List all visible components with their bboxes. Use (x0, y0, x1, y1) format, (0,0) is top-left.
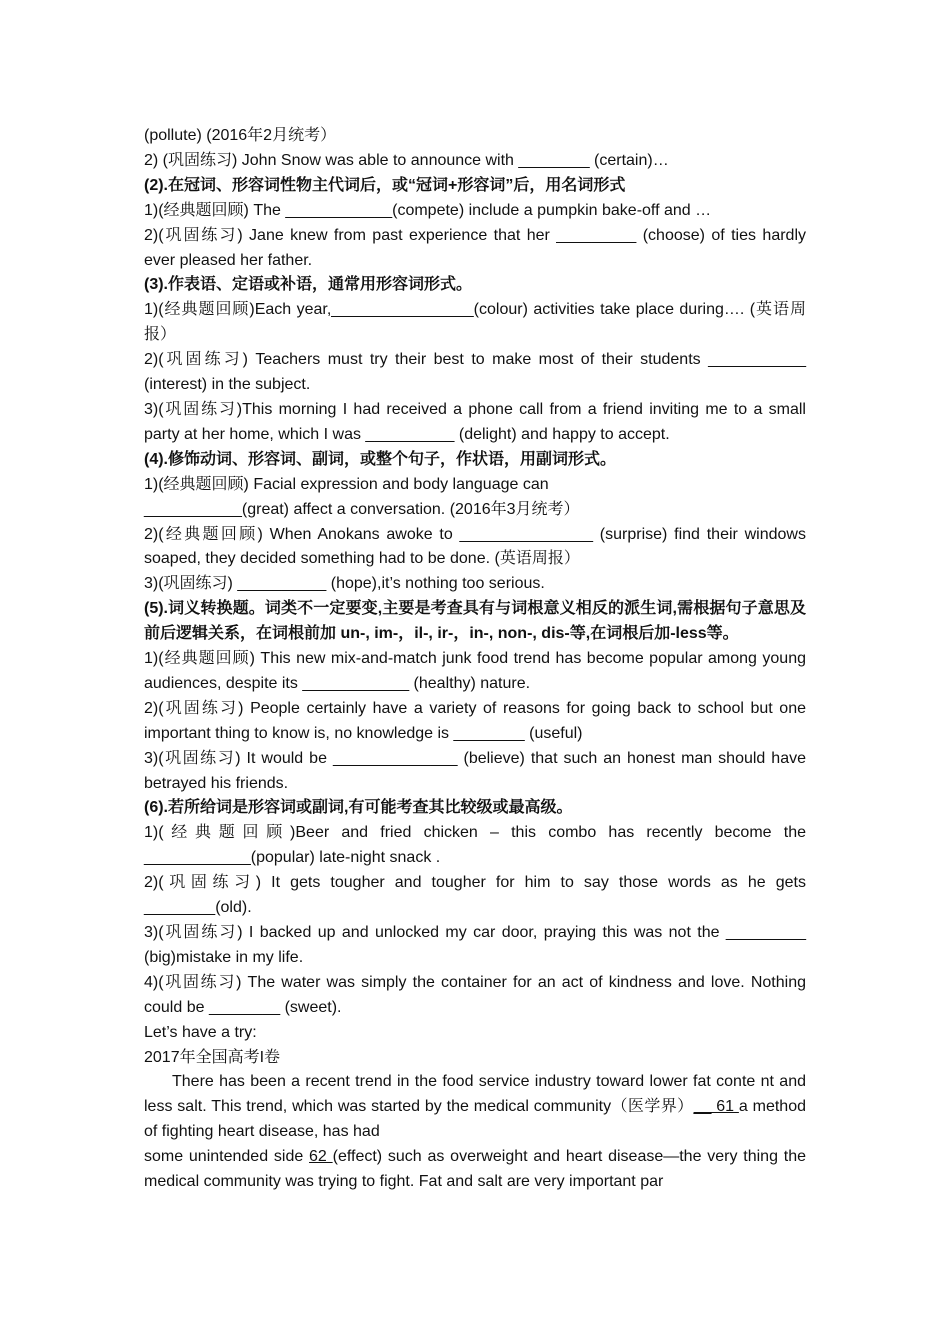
section-heading: (4).修饰动词、形容词、副词，或整个句子，作状语，用副词形式。 (144, 450, 617, 468)
exercise-item: 2) (巩固练习) John Snow was able to announce with ________ (certain)… (144, 151, 669, 169)
exercise-item: 3)(巩固练习) __________ (hope),it’s nothing too serious. (144, 575, 545, 593)
exercise-item: 1)(经典题回顾) The ____________(compete) include a pumpkin bake-off and … (144, 201, 712, 219)
exercise-item: 4)(巩固练习) The water was simply the container for an act of kindness and love. Nothing could be ________ (sweet). (144, 973, 806, 1016)
section-heading: (6).若所给词是形容词或副词,有可能考查其比较级或最高级。 (144, 799, 573, 817)
exercise-item: 2)(巩固练习) Teachers must try their best to make most of their students ___________ (interest) in the subject. (144, 351, 806, 394)
exercise-item: 3)(巩固练习)This morning I had received a phone call from a friend inviting me to a small party at her home, which I was __________ (delight) and happy to accept. (144, 400, 806, 443)
section-heading: (3).作表语、定语或补语，通常用形容词形式。 (144, 276, 473, 294)
exercise-item: 1)(经典题回顾)Each year,________________(colour) activities take place during…. (英语周报） (144, 301, 806, 344)
exercise-item: 3)(巩固练习) It would be ______________ (believe) that such an honest man should have betrayed his friends. (144, 749, 806, 792)
exercise-item: 1)(经典题回顾) This new mix-and-match junk food trend has become popular among young audiences, despite its ____________ (healthy) nature. (144, 650, 806, 692)
passage-text: a method of fighting heart disease, has had (144, 1098, 806, 1141)
exercise-item: 2)(巩固练习) People certainly have a variety of reasons for going back to school but one important thing to know is, no knowledge is ________ (useful) (144, 699, 806, 742)
text-line: (pollute) (2016年2月统考） (144, 127, 337, 144)
blank-62: 62 (309, 1148, 333, 1166)
exercise-item: 2)(巩固练习) Jane knew from past experience that her _________ (choose) of ties hardly ever pleased her father. (144, 226, 806, 269)
passage-text: (effect) such as overweight and heart disease—the very thing the medical community was trying to fight. Fat and salt are very important par (144, 1148, 807, 1191)
exercise-item: 1)(经典题回顾)Beer and fried chicken – this combo has recently become the ____________(popular) late-night snack . (144, 824, 806, 867)
exercise-item: 2)(经典题回顾) When Anokans awoke to _______________ (surprise) find their windows soaped, they decided something had to be done. (英语周报） (144, 525, 806, 568)
passage-paragraph (144, 1070, 806, 1145)
blank-61: __ 61 (693, 1098, 739, 1116)
passage-paragraph (144, 1145, 806, 1195)
exercise-item-continuation: ___________(great) affect a conversation. (2016年3月统考） (144, 500, 580, 518)
document-page (144, 124, 806, 1195)
exercise-item: 2)(巩固练习) It gets tougher and tougher for him to say those words as he gets ________(old). (144, 874, 806, 917)
text-line: Let’s have a try: (144, 1023, 257, 1041)
exercise-item: 1)(经典题回顾) Facial expression and body language can (144, 475, 549, 493)
section-heading: (5).词义转换题。词类不一定要变,主要是考查具有与词根意义相反的派生词,需根据句子意思及前后逻辑关系，在词根前加 un-, im-，il-, ir-，in-, non-, dis-等,在词根后加-less等。 (144, 600, 806, 643)
passage-text: There has been a recent trend in the food service industry toward lower fat conte nt and less salt. This trend, which was started by the medical community（医学界） (144, 1073, 806, 1116)
passage-text: some unintended side (144, 1148, 310, 1166)
exam-title: 2017年全国高考I卷 (144, 1048, 281, 1066)
section-heading: (2).在冠词、形容词性物主代词后，或“冠词+形容词”后，用名词形式 (144, 176, 626, 194)
exercise-item: 3)(巩固练习) I backed up and unlocked my car door, praying this was not the _________ (big)mistake in my life. (144, 924, 806, 966)
